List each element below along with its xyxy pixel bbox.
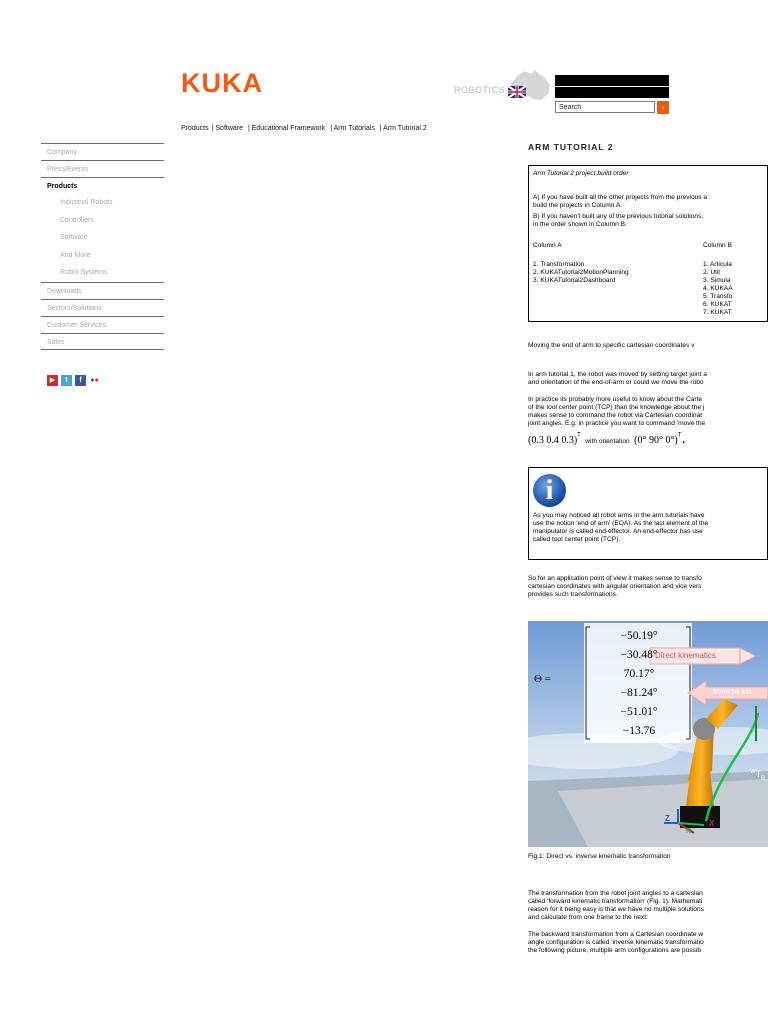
info-line: use the notion 'end of arm' (EOA). As the last element of the: [533, 520, 709, 527]
build-line: A) If you have built all the other projects from the previous a: [533, 194, 708, 201]
column-b-item: 5. Transfo: [703, 293, 733, 300]
search-input[interactable]: Search: [555, 101, 655, 113]
info-line: As you may noticed all robot arms in the arm tutorials have: [533, 512, 705, 519]
column-b-item: 4. KUKAA: [703, 285, 733, 292]
twitter-icon[interactable]: t: [61, 375, 72, 386]
main-content: ARM TUTORIAL 2 Arm Tutorial 2 project build order A) If you have built all the other projects from the previous a build the projects in Column A. B) If you haven't built any of the previous tutorial solutions, in the order shown in Column B. Column A 1. Transformation 2. KUKATutorial2MotionPlanning 3. KUKATutorial2Dashboard Column B 1. Articula 2. Util 3. Simula 4. KUKAA 5. Transfo 6. KUKAT 7. KUKAT Moving the end of arm to specific cartesian coordinates v In arm tutorial 1, the robot was moved by setting target joint a and orientation of the end-of-arm or could we move the robo In practice its probably more useful to know about the Carte of the tool center point (TCP) than the knowledge about the j makes sense to command the robot via Cartesian coordinat joint angles. E.g. in practice you want to command 'move the (0.3 0.4 0.3)$^T$ with orientation (0° 90° 0°)$^T$. i As you may noticed all robot arms in the arm tutorials have use the notion 'end of arm' (EOA). As the last element of the manipulator is called end-effector. An end-effector has use called tool center point (TCP). So for an application point of view it makes sense to transfo cartesian coordinates with angular orientation and vice vers provides such transformations. Θ = −50.19° −30.48° 70.17° −81.24° −51.01° −13.76 Direct kinematics Inverse kin $^WT_B$ Z X N Fig.1: Direct vs. inverse kinematic transformation The transformation from the robot joint angles to a cartesian called 'forward kinematic transformation' (Fig. 1). Mathemati reason for it being easy is that we have no multiple solutions and calculate from one frame to the next. The backward transformation from a Cartesian coordinate w angle configuration is called 'inverse kinematic transformatio the following picture, multiple arm configurations are possib: [528, 142, 768, 955]
column-b-item: 7. KUKAT: [703, 309, 732, 316]
sidebar-item-sectors-solutions[interactable]: Sectors/Solutions: [41, 299, 164, 316]
paragraph-line: and calculate from one frame to the next.: [528, 914, 648, 921]
paragraph-line: cartesian coordinates with angular orientation and vice vers: [528, 583, 702, 590]
paragraph-line: called 'forward kinematic transformation' (Fig. 1). Mathemati: [528, 898, 703, 905]
column-b-header: Column B: [703, 242, 732, 249]
sidebar-subitem-controllers[interactable]: Controllers: [60, 216, 94, 224]
info-icon: i: [533, 474, 566, 507]
inverse-kinematics-label: Inverse kin: [713, 687, 752, 696]
header-bar-top: [555, 75, 669, 86]
sidebar-item-customer-services[interactable]: Customer Services: [41, 316, 164, 333]
paragraph-line: reason for it being easy is that we have no multiple solutions: [528, 906, 704, 913]
breadcrumb-item[interactable]: Products: [181, 125, 209, 132]
paragraph-line: makes sense to command the robot via Cartesian coordinat: [528, 412, 703, 419]
column-b-item: 3. Simula: [703, 277, 731, 284]
paragraph-line: In practice its probably more useful to know about the Carte: [528, 396, 703, 403]
build-order-box: [528, 165, 768, 322]
sidebar-item-company[interactable]: Company: [41, 143, 164, 160]
page-title: ARM TUTORIAL 2: [528, 142, 614, 152]
paragraph-line: the following picture, multiple arm configurations are possib: [528, 947, 701, 954]
axis-y-label: N: [686, 828, 692, 835]
matrix-entry: −50.19°: [620, 630, 658, 642]
sidebar-subitem-industrial-robots[interactable]: Industrial Robots: [60, 199, 113, 206]
breadcrumb-item[interactable]: Arm Tutorials: [333, 125, 375, 132]
sidebar-item-sales[interactable]: Sales: [41, 333, 164, 350]
kinematics-figure: [528, 621, 768, 847]
sidebar-subitem-robot-systems[interactable]: Robot Systems: [60, 269, 108, 276]
youtube-icon[interactable]: ▶: [47, 375, 58, 386]
column-a-item: 1. Transformation: [533, 261, 585, 268]
column-b-item: 6. KUKAT: [703, 301, 732, 308]
figure-caption: Fig.1: Direct vs. inverse kinematic transformation: [528, 853, 671, 860]
info-box: [528, 467, 768, 560]
paragraph-line: The backward transformation from a Cartesian coordinate w: [528, 931, 704, 938]
paragraph-line: of the tool center point (TCP) than the knowledge about the j: [528, 404, 705, 411]
paragraph-line: angle configuration is called 'inverse kinematic transformatio: [528, 939, 704, 946]
frame-label: $^WT_B$: [750, 769, 766, 782]
column-b-item: 2. Util: [703, 269, 720, 276]
search-button[interactable]: ›: [657, 101, 669, 114]
formula-text: with orientation: [585, 438, 630, 445]
matrix-entry: 70.17°: [623, 668, 655, 680]
sidebar-item-downloads[interactable]: Downloads: [41, 282, 164, 299]
column-b-item: 1. Articula: [703, 261, 732, 268]
sidebar-item-press-events[interactable]: Press/Events: [41, 160, 164, 177]
matrix-entry: −81.24°: [620, 687, 658, 699]
info-line: manipulator is called end-effector. An end-effector has use: [533, 528, 703, 535]
direct-kinematics-label: Direct kinematics: [655, 651, 716, 660]
sidebar-subitem-software[interactable]: Software: [60, 234, 88, 241]
sidebar-nav: [41, 143, 164, 350]
paragraph-line: provides such transformations.: [528, 591, 618, 598]
matrix-entry: −51.01°: [620, 706, 658, 718]
section-subheading: Moving the end of arm to specific cartesian coordinates v: [528, 342, 695, 349]
orientation-vector: (0° 90° 0°): [634, 435, 678, 446]
column-a-item: 2. KUKATutorial2MotionPlanning: [533, 269, 629, 276]
social-links: [47, 375, 100, 386]
sidebar-subitem-and-more[interactable]: And More: [60, 251, 91, 259]
robotics-label: ROBOTICS: [454, 85, 506, 95]
header-bar-bottom: [555, 87, 669, 98]
axis-x-label: X: [709, 819, 715, 828]
paragraph-line: The transformation from the robot joint angles to a cartesian: [528, 890, 703, 897]
build-line: B) If you haven't built any of the previous tutorial solutions,: [533, 213, 704, 220]
breadcrumb-item[interactable]: Arm Tutorial 2: [383, 125, 427, 132]
paragraph-line: and orientation of the end-of-arm or could we move the robo: [528, 379, 704, 386]
info-line: called tool center point (TCP).: [533, 536, 621, 543]
joint-angle-matrix: [594, 627, 684, 741]
kuka-logo[interactable]: KUKA: [181, 68, 263, 98]
matrix-entry: −30.48°: [620, 649, 658, 661]
breadcrumb: Products | Software | Educational Framework | Arm Tutorials | Arm Tutorial 2: [181, 125, 427, 132]
column-a-item: 3. KUKATutorial2Dashboard: [533, 277, 616, 284]
paragraph-line: joint angles. E.g. in practice you want to command 'move the: [528, 420, 706, 427]
matrix-entry: −13.76: [622, 725, 656, 737]
axis-z-label: Z: [665, 814, 670, 823]
flickr-icon[interactable]: ●●: [90, 377, 99, 384]
breadcrumb-item[interactable]: Software: [215, 125, 244, 132]
paragraph-line: So for an application point of view it makes sense to transfo: [528, 575, 702, 582]
build-line: build the projects in Column A.: [533, 202, 623, 209]
build-line: in the order shown in Column B.: [533, 221, 627, 228]
column-a-header: Column A: [533, 242, 562, 249]
build-order-title: Arm Tutorial 2 project build order: [533, 170, 629, 177]
sidebar-item-products[interactable]: Products: [41, 177, 164, 194]
facebook-icon[interactable]: f: [75, 375, 86, 386]
paragraph-line: In arm tutorial 1, the robot was moved by setting target joint a: [528, 371, 707, 378]
theta-label: Θ =: [534, 673, 551, 685]
breadcrumb-item[interactable]: Educational Framework: [251, 125, 326, 132]
position-vector: (0.3 0.4 0.3): [528, 435, 578, 446]
australia-map-icon: [505, 68, 553, 109]
